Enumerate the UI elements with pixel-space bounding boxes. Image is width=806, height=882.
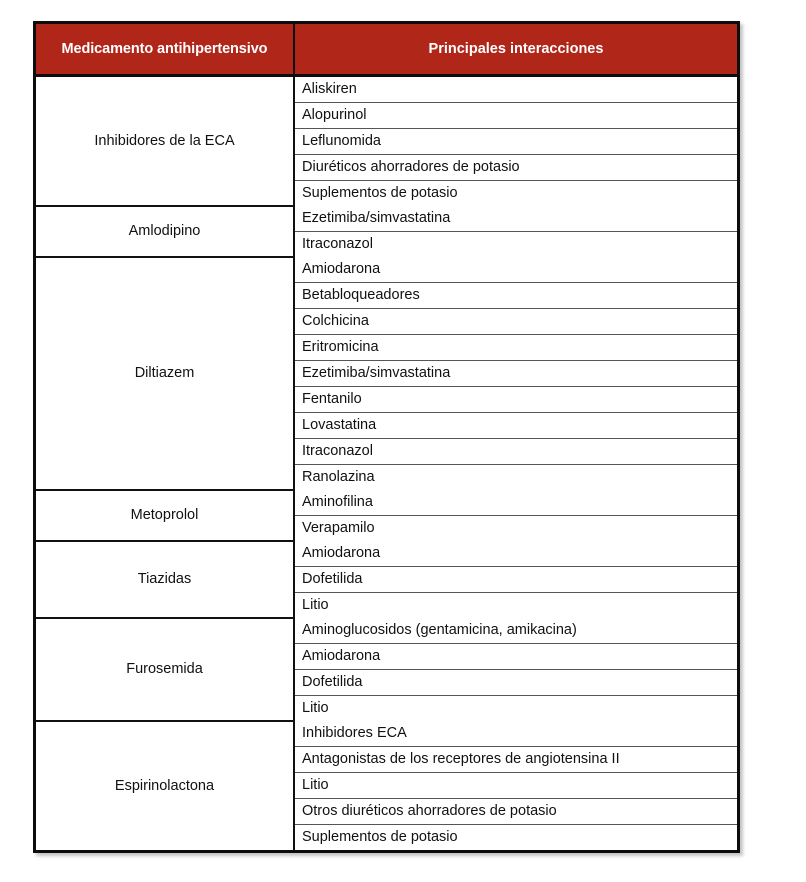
interactions-table-container [33,21,740,853]
interaction-cell: Aminofilina [294,490,737,516]
interaction-cell: Litio [294,773,737,799]
interaction-cell: Itraconazol [294,439,737,465]
table-body [36,76,737,851]
interaction-cell: Litio [294,696,737,722]
interaction-cell: Aliskiren [294,76,737,103]
interaction-cell: Colchicina [294,309,737,335]
table-row [36,721,737,747]
interaction-cell: Leflunomida [294,129,737,155]
table-row [36,76,737,103]
table-row [36,257,737,283]
interaction-cell: Dofetilida [294,567,737,593]
drug-name-cell: Inhibidores de la ECA [36,76,294,207]
header-row [36,24,737,76]
table-row [36,206,737,232]
column-header-interactions: Principales interacciones [294,24,737,76]
drug-name-cell: Espirinolactona [36,721,294,850]
interaction-cell: Amiodarona [294,257,737,283]
interaction-cell: Suplementos de potasio [294,825,737,851]
table-row [36,490,737,516]
interaction-cell: Fentanilo [294,387,737,413]
interaction-cell: Amiodarona [294,644,737,670]
table-header [36,24,737,76]
interaction-cell: Diuréticos ahorradores de potasio [294,155,737,181]
drug-name-cell: Furosemida [36,618,294,721]
interaction-cell: Ezetimiba/simvastatina [294,361,737,387]
column-header-drug: Medicamento antihipertensivo [36,24,294,76]
interaction-cell: Inhibidores ECA [294,721,737,747]
interaction-cell: Ezetimiba/simvastatina [294,206,737,232]
table-row [36,618,737,644]
interaction-cell: Antagonistas de los receptores de angiotensina II [294,747,737,773]
drug-name-cell: Diltiazem [36,257,294,490]
interaction-cell: Lovastatina [294,413,737,439]
interaction-cell: Itraconazol [294,232,737,258]
interaction-cell: Suplementos de potasio [294,181,737,207]
interaction-cell: Dofetilida [294,670,737,696]
interaction-cell: Verapamilo [294,516,737,542]
drug-name-cell: Tiazidas [36,541,294,618]
interaction-cell: Betabloqueadores [294,283,737,309]
drug-name-cell: Amlodipino [36,206,294,257]
interaction-cell: Otros diuréticos ahorradores de potasio [294,799,737,825]
antihypertensive-interactions-table [36,24,737,850]
interaction-cell: Aminoglucosidos (gentamicina, amikacina) [294,618,737,644]
interaction-cell: Eritromicina [294,335,737,361]
table-row [36,541,737,567]
drug-name-cell: Metoprolol [36,490,294,541]
interaction-cell: Alopurinol [294,103,737,129]
interaction-cell: Ranolazina [294,465,737,491]
interaction-cell: Litio [294,593,737,619]
interaction-cell: Amiodarona [294,541,737,567]
